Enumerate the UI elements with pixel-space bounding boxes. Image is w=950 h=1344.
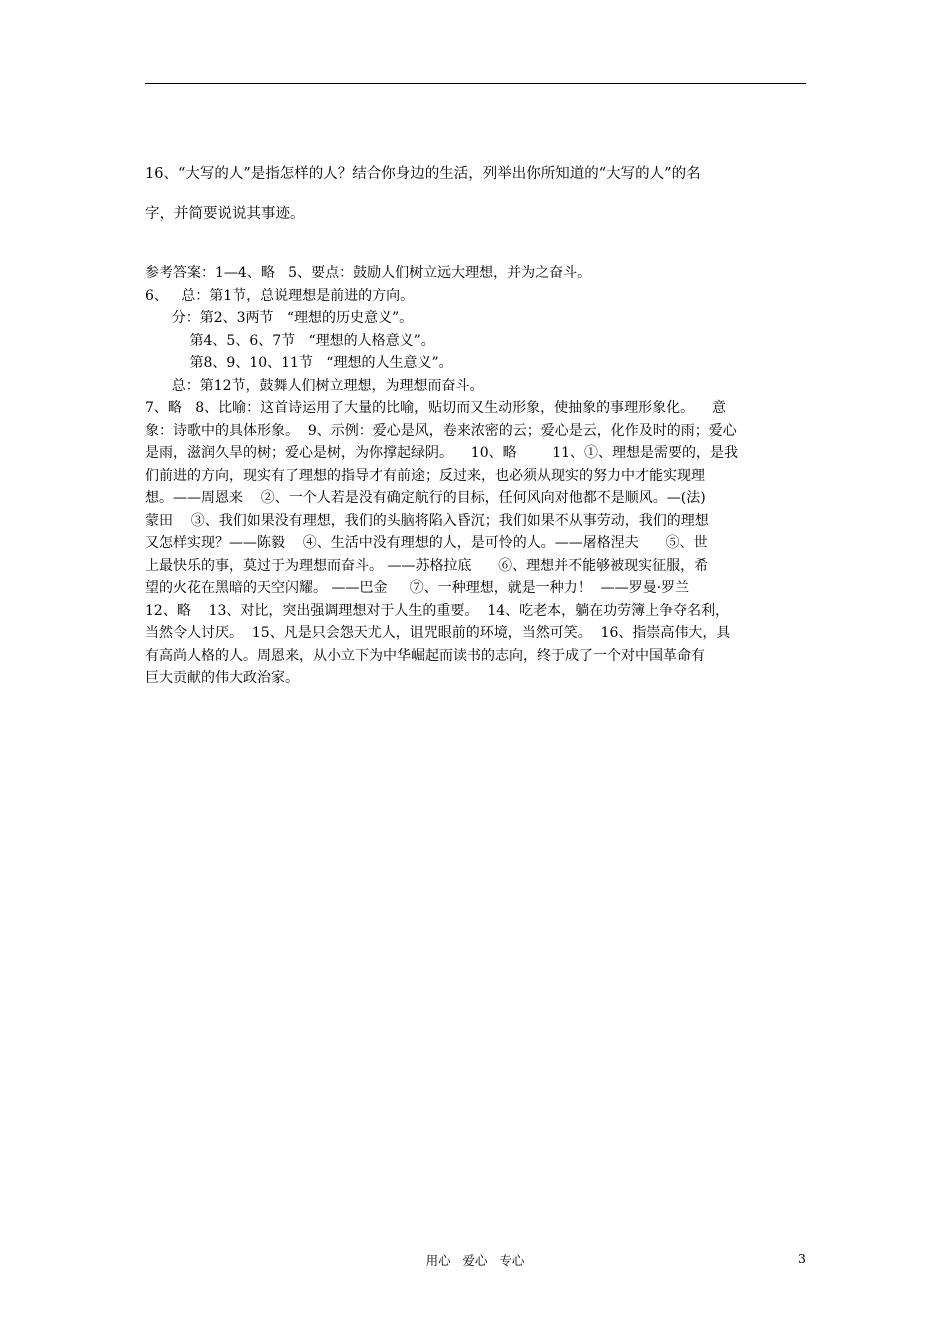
answer-line: 6、 总：第1节，总说理想是前进的方向。 xyxy=(145,287,415,304)
answer-line: 参考答案：1—4、略 5、要点：鼓励人们树立远大理想，并为之奋斗。 xyxy=(145,265,592,281)
answer-line: 12、略 13、对比，突出强调理想对于人生的重要。 14、吃老本，躺在功劳簿上争夺名利， xyxy=(145,602,730,619)
header-rule xyxy=(145,83,806,84)
footer-motto: 用心 爱心 专心 xyxy=(425,1253,525,1268)
answer-key xyxy=(145,262,815,690)
question-line: 16、“大写的人”是指怎样的人？结合你身边的生活，列举出你所知道的“大写的人”的名 xyxy=(145,166,701,182)
answer-line: 巨大贡献的伟大政治家。 xyxy=(145,670,299,686)
answer-line: 7、略 8、比喻：这首诗运用了大量的比喻，贴切而又生动形象，使抽象的事理形象化。 意 xyxy=(145,400,726,416)
answer-line: 蒙田 ③、我们如果没有理想，我们的头脑将陷入昏沉；我们如果不从事劳动，我们的理想 xyxy=(145,512,709,529)
answer-line: 们前进的方向，现实有了理想的指导才有前途；反过来，也必须从现实的努力中才能实现理 xyxy=(145,467,705,484)
answer-line: 又怎样实现？——陈毅 ④、生活中没有理想的人，是可怜的人。——屠格涅夫 ⑤、世 xyxy=(145,535,708,551)
answer-line: 象：诗歌中的具体形象。 9、示例：爱心是风，卷来浓密的云；爱心是云，化作及时的雨；爱心 xyxy=(145,422,737,439)
answer-line: 有高尚人格的人。周恩来，从小立下为中华崛起而读书的志向，终于成了一个对中国革命有 xyxy=(145,647,705,664)
question-16 xyxy=(145,154,810,234)
answer-line: 总：第12节，鼓舞人们树立理想，为理想而奋斗。 xyxy=(145,377,484,394)
answer-line: 当然令人讨厌。 15、凡是只会怨天尤人，诅咒眼前的环境，当然可笑。 16、指崇高伟大，具 xyxy=(145,625,731,641)
answer-line: 是雨，滋润久旱的树；爱心是树，为你撑起绿阴。 10、略 11、①、理想是需要的，是我 xyxy=(145,445,739,461)
page-number: 3 xyxy=(798,1251,806,1266)
answer-line: 望的火花在黑暗的天空闪耀。 ——巴金 ⑦、一种理想，就是一种力！ ——罗曼·罗兰 xyxy=(145,580,690,596)
question-line: 字，并简要说说其事迹。 xyxy=(145,206,305,222)
answer-line: 第4、5、6、7节 “理想的人格意义”。 xyxy=(145,332,435,349)
answer-line: 想。——周恩来 ②、一个人若是没有确定航行的目标，任何风向对他都不是顺风。—(法) xyxy=(145,490,706,506)
answer-line: 上最快乐的事，莫过于为理想而奋斗。 ——苏格拉底 ⑥、理想并不能够被现实征服，希 xyxy=(145,557,709,574)
answer-line: 分：第2、3两节 “理想的历史意义”。 xyxy=(145,310,414,326)
answer-line: 第8、9、10、11节 “理想的人生意义”。 xyxy=(145,355,453,371)
